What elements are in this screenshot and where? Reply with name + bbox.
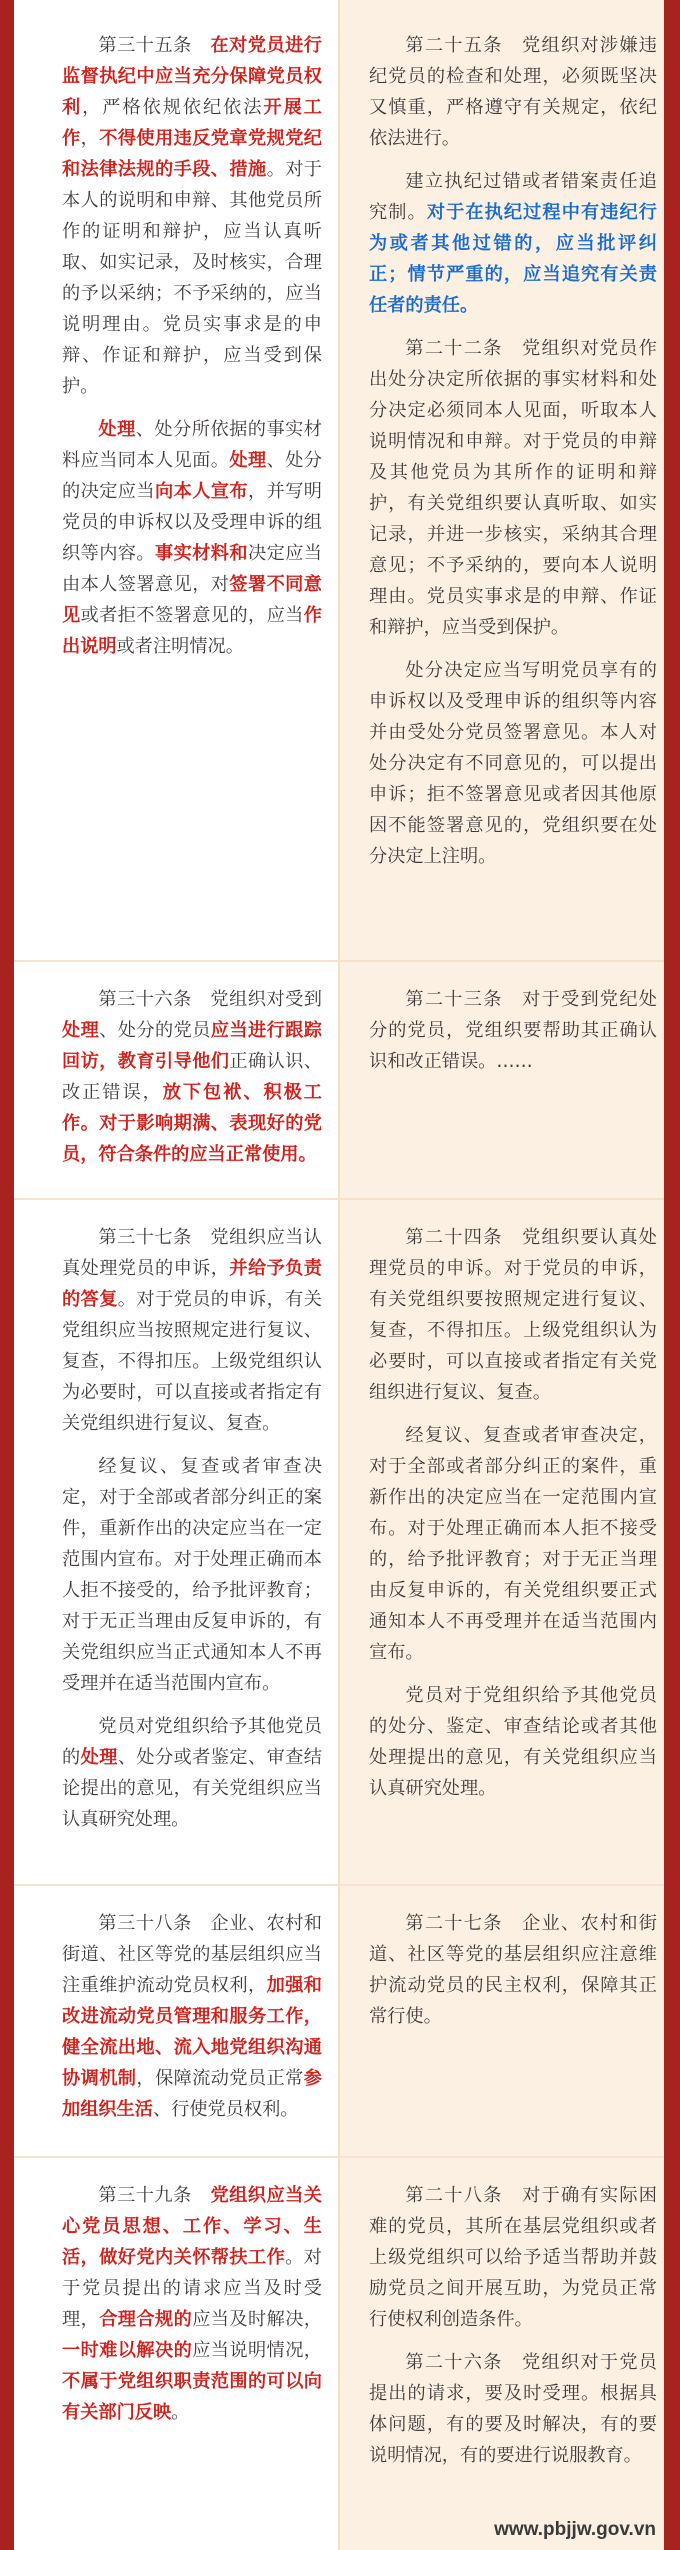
highlighted-text: 开展工作 bbox=[62, 97, 322, 149]
paragraph-text: ，严格依规依纪依法 bbox=[82, 97, 264, 118]
highlighted-text: 事实材料和 bbox=[155, 543, 248, 564]
column-divider bbox=[338, 1886, 340, 2156]
paragraph-text: 。对于党员提出的请求应当及时受理， bbox=[62, 2247, 322, 2330]
paragraph-text: 第三十八条 企业、农村和街道、社区等党的基层组织应当注重维护流动党员权利， bbox=[62, 1913, 322, 1996]
section-row bbox=[14, 1200, 664, 1884]
paragraph-text: 第二十三条 对于受到党纪处分的党员，党组织要帮助其正确认识和改正错误。…… bbox=[369, 989, 657, 1072]
column-divider bbox=[338, 962, 340, 1198]
old-regulation-text bbox=[369, 30, 657, 884]
old-regulation-text bbox=[369, 1908, 657, 2044]
paragraph-text: 建立执纪过错或者错案责任追究制。 bbox=[369, 171, 657, 223]
column-divider bbox=[338, 2158, 340, 2550]
paragraph-text: 应当说明情况， bbox=[192, 2340, 322, 2361]
paragraph-text: 或者注明情况。 bbox=[116, 636, 244, 657]
paragraph-text: 、处分的决定应当 bbox=[62, 450, 322, 502]
article-paragraph bbox=[369, 1222, 657, 1408]
article-paragraph bbox=[369, 1420, 657, 1668]
new-regulation-text bbox=[62, 2180, 322, 2440]
paragraph-text: 、处分或者鉴定、审查结论提出的意见，有关党组织应当认真研究处理。 bbox=[62, 1747, 322, 1830]
paragraph-text: ，并写明党员的申诉权以及受理申诉的组织等内容。 bbox=[62, 481, 322, 564]
section-row bbox=[14, 0, 664, 960]
paragraph-text: 第二十四条 党组织要认真处理党员的申诉。对于党员的申诉，有关党组织要按照规定进行复议、复查，不得扣压。上级党组织认为必要时，可以直接或者指定有关党组织进行复议、复查。 bbox=[369, 1227, 657, 1403]
new-regulation-text bbox=[62, 1222, 322, 1847]
highlighted-text: 处理 bbox=[98, 419, 136, 440]
article-paragraph bbox=[62, 1451, 322, 1699]
column-divider bbox=[338, 0, 340, 960]
highlighted-text: 作出说明 bbox=[62, 605, 322, 657]
paragraph-text: 。 bbox=[171, 2402, 190, 2423]
paragraph-text: 。对于党员的申诉，有关党组织应当按照规定进行复议、复查，不得扣压。上级党组织认为必要时，可以直接或者指定有关党组织进行复议、复查。 bbox=[62, 1289, 322, 1434]
old-regulation-text bbox=[369, 2180, 657, 2483]
column-divider bbox=[338, 1200, 340, 1884]
highlighted-text: 处理 bbox=[80, 1747, 118, 1768]
paragraph-text: 第二十二条 党组织对党员作出处分决定所依据的事实材料和处分决定必须同本人见面，听取本人说明情况和申辩。对于党员的申辩及其他党员为其所作的证明和辩护，有关党组织要认真听取、如实记录，并进一步核实，采纳其合理意见；不予采纳的，要向本人说明理由。党员实事求是的申辩、作证和辩护，应当受到保护。 bbox=[369, 338, 657, 638]
highlighted-text: 加强和改进流动党员管理和服务工作，健全流出地、流入地党组织沟通协调机制 bbox=[62, 1975, 322, 2089]
new-regulation-text bbox=[62, 984, 322, 1182]
footer-url: www.pbjjw.gov.vn bbox=[494, 2514, 656, 2545]
article-paragraph bbox=[369, 1680, 657, 1804]
highlighted-text: 不得使用违反党章党规党纪和法律法规的手段、措施 bbox=[62, 128, 322, 180]
paragraph-text: 决定应当由本人签署意见，对 bbox=[62, 543, 322, 595]
highlighted-text: 合理合规的 bbox=[99, 2309, 193, 2330]
article-paragraph bbox=[369, 166, 657, 321]
highlighted-text: 处理 bbox=[62, 1020, 100, 1041]
paragraph-text: 、处分的党员 bbox=[99, 1020, 211, 1041]
article-paragraph bbox=[369, 333, 657, 643]
paragraph-text: 第二十五条 党组织对涉嫌违纪党员的检查和处理，必须既坚决又慎重，严格遵守有关规定，依纪依法进行。 bbox=[369, 35, 657, 149]
new-regulation-text bbox=[62, 1908, 322, 2137]
article-paragraph bbox=[62, 414, 322, 662]
paragraph-text: 、行使党员权利。 bbox=[152, 2099, 299, 2120]
highlighted-text: 并给予负责的答复 bbox=[62, 1258, 322, 1310]
article-paragraph bbox=[369, 2347, 657, 2471]
paragraph-text: 第二十七条 企业、农村和街道、社区等党的基层组织应注意维护流动党员的民主权利，保障其正常行使。 bbox=[369, 1913, 657, 2027]
highlighted-text: 对于在执纪过程中有违纪行为或者其他过错的，应当批评纠正；情节严重的，应当追究有关责任者的责任。 bbox=[369, 202, 657, 316]
highlighted-text: 党组织应当关心党员思想、工作、学习、生活，做好党内关怀帮扶工作 bbox=[62, 2185, 322, 2268]
paragraph-text: 第三十七条 党组织应当认真处理党员的申诉， bbox=[62, 1227, 322, 1279]
paragraph-text: 第三十五条 bbox=[98, 35, 211, 56]
paragraph-text: 第二十六条 党组织对于党员提出的请求，要及时受理。根据具体问题，有的要及时解决，有的要说明情况，有的要进行说服教育。 bbox=[369, 2352, 657, 2466]
article-paragraph bbox=[369, 1908, 657, 2032]
old-regulation-text bbox=[369, 984, 657, 1089]
article-paragraph bbox=[369, 655, 657, 872]
paragraph-text: 党员对于党组织给予其他党员的处分、鉴定、审查结论或者其他处理提出的意见，有关党组织应当认真研究处理。 bbox=[369, 1685, 657, 1799]
paragraph-text: 第二十八条 对于确有实际困难的党员，其所在基层党组织或者上级党组织可以给予适当帮助并鼓励党员之间开展互助，为党员正常行使权利创造条件。 bbox=[369, 2185, 657, 2330]
article-paragraph bbox=[62, 30, 322, 402]
section-row bbox=[14, 1886, 664, 2156]
paragraph-text: 。对于本人的说明和申辩、其他党员所作的证明和辩护，应当认真听取、如实记录，及时核实，合理的予以采纳；不予采纳的，应当说明理由。党员实事求是的申辩、作证和辩护，应当受到保护。 bbox=[62, 159, 322, 397]
right-border-bar bbox=[664, 0, 680, 2550]
highlighted-text: 一时难以解决的 bbox=[62, 2340, 193, 2361]
new-regulation-text bbox=[62, 30, 322, 674]
highlighted-text: 参加组织生活 bbox=[62, 2068, 322, 2120]
paragraph-text: 第三十九条 bbox=[98, 2185, 211, 2206]
highlighted-text: 不属于党组织职责范围的可以向有关部门反映 bbox=[62, 2371, 322, 2423]
article-paragraph bbox=[369, 30, 657, 154]
highlighted-text: 应当进行跟踪回访，教育引导他们 bbox=[62, 1020, 322, 1072]
paragraph-text: 或者拒不签署意见的，应当 bbox=[80, 605, 304, 626]
article-paragraph bbox=[62, 1908, 322, 2125]
paragraph-text: 处分决定应当写明党员享有的申诉权以及受理申诉的组织等内容并由受处分党员签署意见。本人对处分决定有不同意见的，可以提出申诉；拒不签署意见或者因其他原因不能签署意见的，党组织要在处分决定上注明。 bbox=[369, 660, 657, 867]
article-paragraph bbox=[369, 2180, 657, 2335]
section-row bbox=[14, 2158, 664, 2550]
article-paragraph bbox=[369, 984, 657, 1077]
article-paragraph bbox=[62, 984, 322, 1170]
highlighted-text: 向本人宣布 bbox=[155, 481, 248, 502]
paragraph-text: 党员对党组织给予其他党员的 bbox=[62, 1716, 322, 1768]
paragraph-text: ， bbox=[80, 128, 100, 149]
highlighted-text: 在对党员进行监督执纪中应当充分保障党员权利 bbox=[62, 35, 322, 118]
paragraph-text: 经复议、复查或者审查决定，对于全部或者部分纠正的案件，重新作出的决定应当在一定范围内宣布。对于处理正确而本人拒不接受的，给予批评教育；对于无正当理由反复申诉的，有关党组织应当正式通知本人不再受理并在适当范围内宣布。 bbox=[62, 1456, 322, 1694]
left-border-bar bbox=[0, 0, 14, 2550]
highlighted-text: 放下包袱、积极工作。对于影响期满、表现好的党员，符合条件的应当正常使用。 bbox=[62, 1082, 322, 1165]
article-paragraph bbox=[62, 1711, 322, 1835]
paragraph-text: 第三十六条 党组织对受到 bbox=[98, 989, 322, 1010]
old-regulation-text bbox=[369, 1222, 657, 1816]
highlighted-text: 处理 bbox=[229, 450, 267, 471]
article-paragraph bbox=[62, 1222, 322, 1439]
paragraph-text: ，保障流动党员正常 bbox=[136, 2068, 304, 2089]
paragraph-text: 应当及时解决， bbox=[192, 2309, 322, 2330]
paragraph-text: 、处分所依据的事实材料应当同本人见面。 bbox=[62, 419, 322, 471]
highlighted-text: 签署不同意见 bbox=[62, 574, 322, 626]
paragraph-text: 经复议、复查或者审查决定，对于全部或者部分纠正的案件，重新作出的决定应当在一定范围内宣布。对于处理正确而本人拒不接受的，给予批评教育；对于无正当理由反复申诉的，有关党组织要正式通知本人不再受理并在适当范围内宣布。 bbox=[369, 1425, 657, 1663]
article-paragraph bbox=[62, 2180, 322, 2428]
paragraph-text: 正确认识、改正错误， bbox=[62, 1051, 322, 1103]
section-row bbox=[14, 962, 664, 1198]
